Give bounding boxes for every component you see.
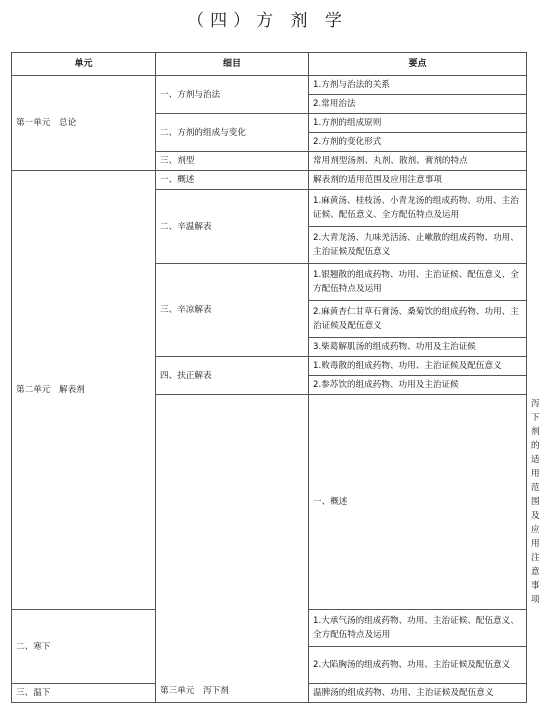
topic-cell: 二、寒下 xyxy=(12,610,156,684)
point-cell: 2.参苏饮的组成药物、功用及主治证候 xyxy=(309,376,527,395)
point-cell: 2.大青龙汤、九味羌活汤、止嗽散的组成药物、功用、主治证候及配伍意义 xyxy=(309,227,527,264)
topic-cell: 三、温下 xyxy=(12,684,156,703)
table-row xyxy=(12,76,527,95)
topic-cell: 一、概述 xyxy=(309,395,527,610)
table-row: 第三单元 泻下剂 一、概述 泻下剂的适用范围及应用注意事项 xyxy=(12,395,527,610)
point-cell: 1.麻黄汤、桂枝汤、小青龙汤的组成药物、功用、主治证候、配伍意义、全方配伍特点及运用 xyxy=(309,190,527,227)
point-cell: 1.败毒散的组成药物、功用、主治证候及配伍意义 xyxy=(309,357,527,376)
topic-cell: 一、概述 xyxy=(156,171,309,190)
topic-cell: 三、辛凉解表 xyxy=(156,264,309,357)
header-points: 要点 xyxy=(309,53,527,76)
header-unit: 单元 xyxy=(12,53,156,76)
syllabus-table xyxy=(11,52,540,703)
topic-cell: 二、辛温解表 xyxy=(156,190,309,264)
point-cell: 2.方剂的变化形式 xyxy=(309,133,527,152)
table-row xyxy=(12,171,527,190)
unit-cell: 第一单元 总论 xyxy=(12,76,156,171)
point-cell: 2.常用治法 xyxy=(309,95,527,114)
topic-cell: 四、扶正解表 xyxy=(156,357,309,395)
point-cell: 温脾汤的组成药物、功用、主治证候及配伍意义 xyxy=(309,684,527,703)
point-cell: 1.方剂与治法的关系 xyxy=(309,76,527,95)
table-header-row xyxy=(12,53,527,76)
header-topic: 细目 xyxy=(156,53,309,76)
point-cell: 1.银翘散的组成药物、功用、主治证候、配伍意义、全方配伍特点及运用 xyxy=(309,264,527,301)
point-cell: 解表剂的适用范围及应用注意事项 xyxy=(309,171,527,190)
document-title: （四）方 剂 学 xyxy=(187,11,348,31)
point-cell: 2.大陷胸汤的组成药物、功用、主治证候及配伍意义 xyxy=(309,647,527,684)
topic-cell: 一、方剂与治法 xyxy=(156,76,309,114)
point-cell: 1.方剂的组成原则 xyxy=(309,114,527,133)
point-cell: 1.大承气汤的组成药物、功用、主治证候、配伍意义、全方配伍特点及运用 xyxy=(309,610,527,647)
unit-cell: 第二单元 解表剂 xyxy=(12,171,156,610)
unit-cell: 第三单元 泻下剂 xyxy=(156,395,309,703)
point-cell: 2.麻黄杏仁甘草石膏汤、桑菊饮的组成药物、功用、主治证候及配伍意义 xyxy=(309,301,527,338)
point-cell: 常用剂型汤剂、丸剂、散剂、膏剂的特点 xyxy=(309,152,527,171)
topic-cell: 二、方剂的组成与变化 xyxy=(156,114,309,152)
point-cell: 3.柴葛解肌汤的组成药物、功用及主治证候 xyxy=(309,338,527,357)
topic-cell: 三、剂型 xyxy=(156,152,309,171)
